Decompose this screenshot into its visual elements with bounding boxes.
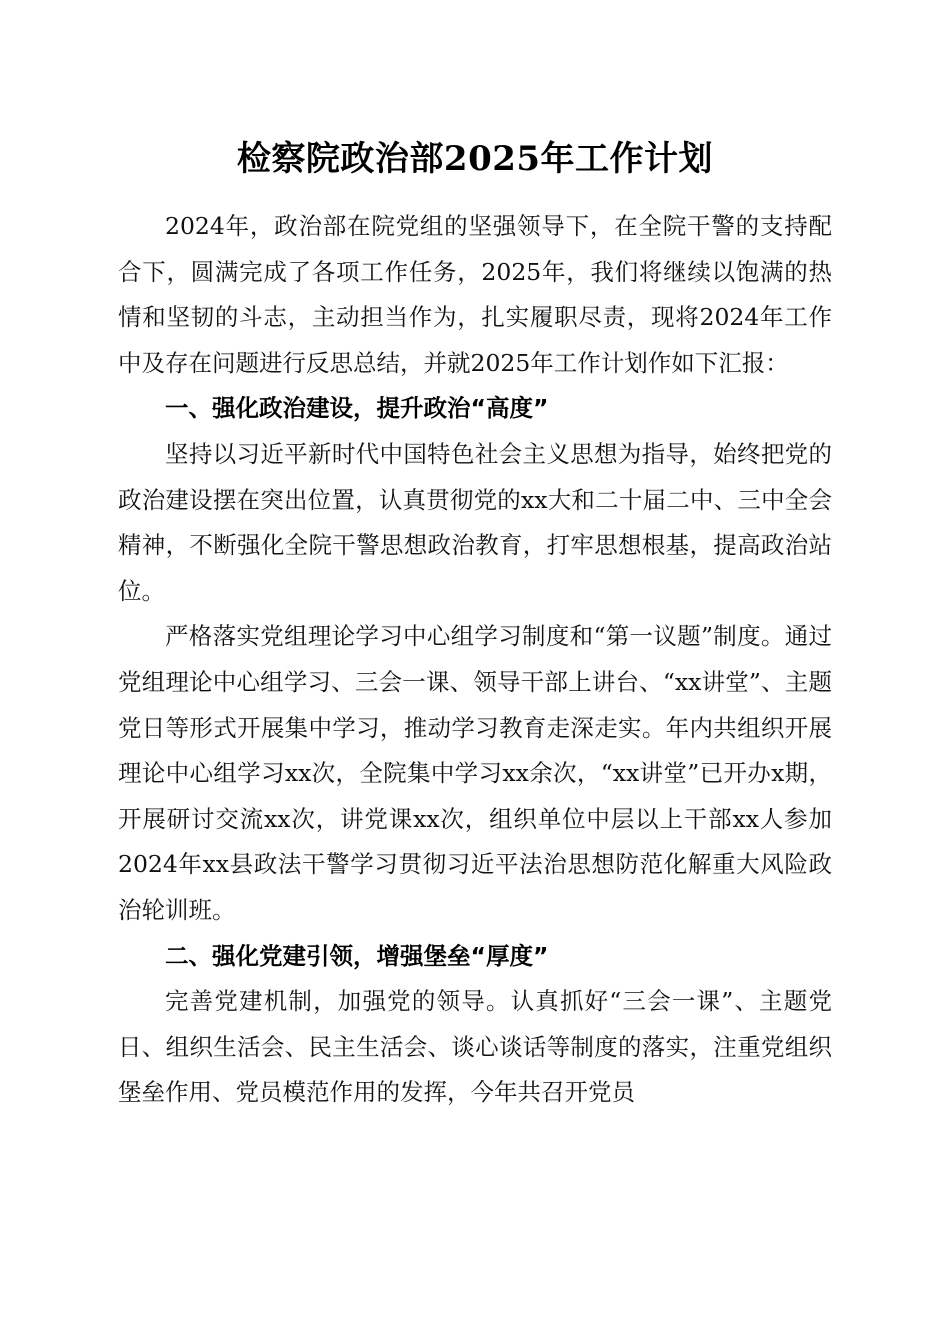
document-title: 检察院政治部2025年工作计划 <box>236 139 714 179</box>
paragraph-political-guidance: 坚持以习近平新时代中国特色社会主义思想为指导，始终把党的政治建设摆在突出位置，认真贯彻党的xx大和二十届二中、三中全会精神，不断强化全院干警思想政治教育，打牢思想根基，提高政治站位。 <box>118 439 832 605</box>
paragraph-party-mechanism: 完善党建机制，加强党的领导。认真抓好“三会一课”、主题党日、组织生活会、民主生活会、谈心谈话等制度的落实，注重党组织堡垒作用、党员模范作用的发挥，今年共召开党员 <box>118 987 832 1107</box>
section-heading-2: 二、强化党建引领，增强堡垒“厚度” <box>165 941 549 970</box>
paragraph-intro: 2024年，政治部在院党组的坚强领导下，在全院干警的支持配合下，圆满完成了各项工作任务，2025年，我们将继续以饱满的热情和坚韧的斗志，主动担当作为，扎实履职尽责，现将2024年工作中及存在问题进行反思总结，并就2025年工作计划作如下汇报： <box>118 212 832 377</box>
paragraph-study-system: 严格落实党组理论学习中心组学习制度和“第一议题”制度。通过党组理论中心组学习、三会一课、领导干部上讲台、“xx讲堂”、主题党日等形式开展集中学习，推动学习教育走深走实。年内共组织开展理论中心组学习xx次，全院集中学习xx余次，“xx讲堂”已开办x期，开展研讨交流xx次，讲党课xx次，组织单位中层以上干部xx人参加2024年xx县政法干警学习贯彻习近平法治思想防范化解重大风险政治轮训班。 <box>118 622 832 924</box>
section-heading-1: 一、强化政治建设，提升政治“高度” <box>165 394 549 423</box>
document-body <box>118 204 832 1116</box>
